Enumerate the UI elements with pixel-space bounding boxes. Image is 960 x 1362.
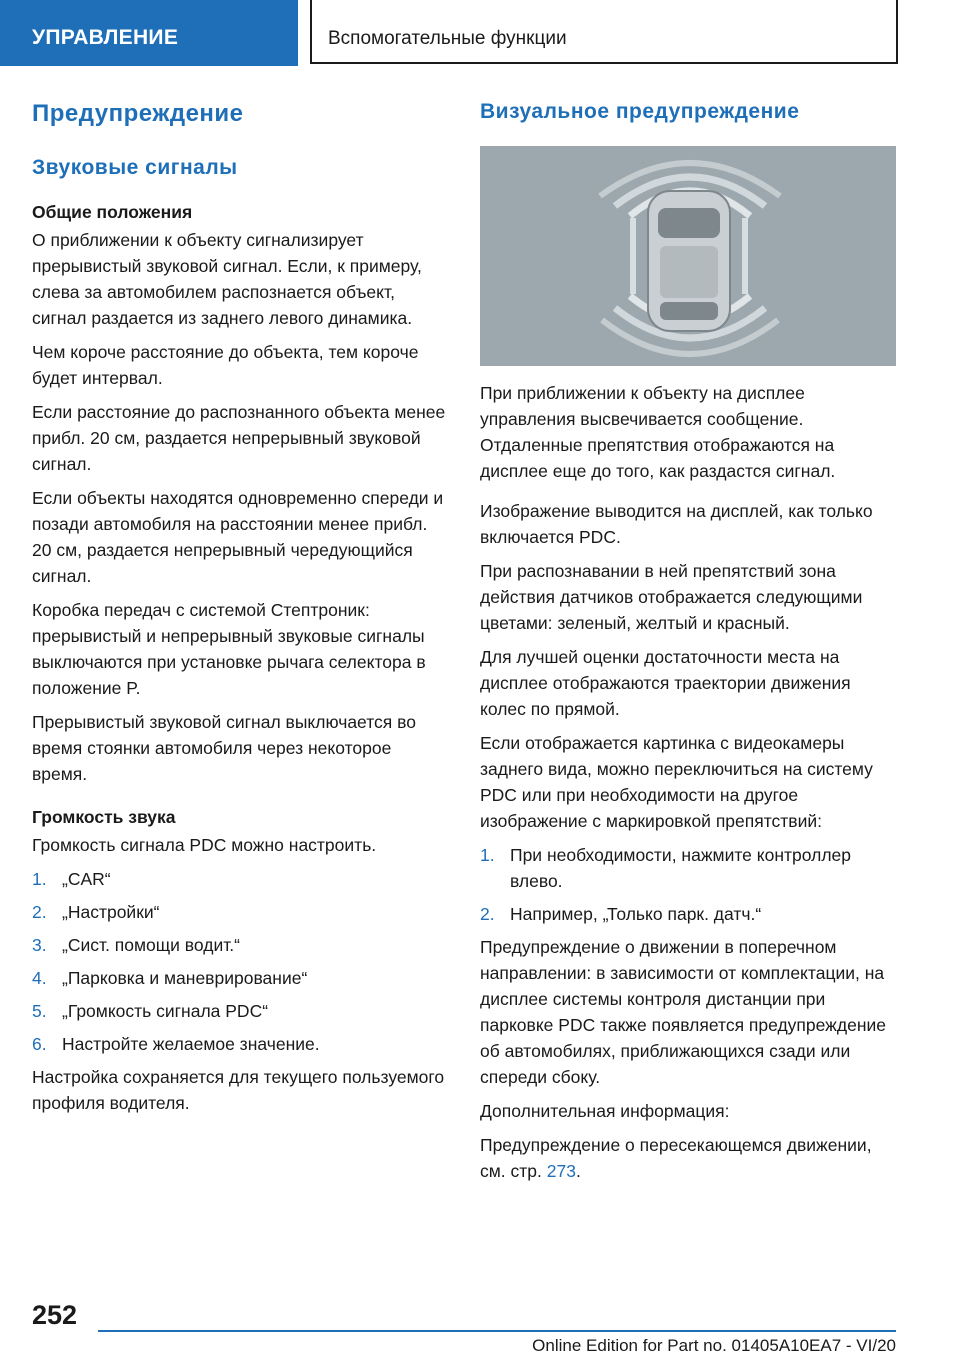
step-text: „Сист. помощи водит.“ — [62, 935, 240, 955]
step-text: Настройте желаемое значение. — [62, 1034, 320, 1054]
chapter-title: Вспомогательные функции — [328, 28, 567, 49]
page-number: 252 — [32, 1300, 78, 1330]
step-number: 1. — [480, 845, 495, 865]
paragraph: О приближении к объекту сигнализирует прерывистый звуковой сигнал. Если, к примеру, слева за автомобилем распознается объект, сигнал раздается из заднего левого динамика. — [32, 230, 422, 328]
paragraph: При распознавании в ней препятствий зона действия датчиков отображается следующими цветами: зеленый, желтый и красный. — [480, 561, 863, 633]
chapter-header — [310, 0, 898, 64]
cross-reference-text: Предупреждение о пересекающемся движении, см. стр. — [480, 1135, 872, 1181]
list-item — [32, 965, 450, 991]
paragraph — [480, 1132, 896, 1184]
step-number: 3. — [32, 935, 47, 955]
list-item — [32, 899, 450, 925]
paragraph: Чем короче расстояние до объекта, тем короче будет интервал. — [32, 342, 419, 388]
step-number: 4. — [32, 968, 47, 988]
step-text: „CAR“ — [62, 869, 111, 889]
list-item — [480, 901, 896, 927]
display-steps-list — [480, 842, 896, 927]
page-title: Предупреждение — [32, 100, 244, 127]
step-number: 6. — [32, 1034, 47, 1054]
step-text: „Громкость сигнала PDC“ — [62, 1001, 269, 1021]
list-item — [32, 998, 450, 1024]
section-title: УПРАВЛЕНИЕ — [32, 26, 179, 49]
parking-car-illustration — [480, 146, 896, 366]
paragraph: Если отображается картинка с видеокамеры заднего вида, можно переключиться на систему PDC или при необходимости на другое изображение с маркировкой препятствий: — [480, 733, 873, 831]
paragraph: Изображение выводится на дисплей, как только включается PDC. — [480, 501, 873, 547]
step-text: „Парковка и маневрирование“ — [62, 968, 308, 988]
section-heading-sound: Звуковые сигналы — [32, 156, 238, 179]
list-item — [480, 842, 896, 894]
step-number: 2. — [480, 904, 495, 924]
step-text: „Настройки“ — [62, 902, 160, 922]
paragraph: При приближении к объекту на дисплее управления высвечивается сообщение. Отдаленные препятствия отображаются на дисплее еще до того, как раздастся сигнал. — [480, 383, 836, 481]
footer-divider — [98, 1330, 896, 1332]
heading-volume: Громкость звука — [32, 807, 176, 827]
edition-footer: Online Edition for Part no. 01405A10EA7 - VI/20 — [532, 1336, 896, 1355]
step-text: Например, „Только парк. датч.“ — [510, 904, 762, 924]
right-column — [480, 100, 896, 1192]
step-number: 5. — [32, 1001, 47, 1021]
volume-steps-list — [32, 866, 450, 1057]
list-item — [32, 1031, 450, 1057]
step-number: 2. — [32, 902, 47, 922]
paragraph: Прерывистый звуковой сигнал выключается во время стоянки автомобиля через некоторое время. — [32, 712, 416, 784]
section-tab — [0, 0, 298, 66]
list-item — [32, 866, 450, 892]
pdc-display-image — [480, 146, 896, 366]
paragraph: Для лучшей оценки достаточности места на дисплее отображаются траектории движения колес по прямой. — [480, 647, 851, 719]
paragraph: Настройка сохраняется для текущего пользуемого профиля водителя. — [32, 1067, 445, 1113]
step-text: При необходимости, нажмите контроллер влево. — [510, 845, 851, 891]
left-column — [32, 100, 450, 1124]
paragraph: Коробка передач с системой Стептроник: прерывистый и непрерывный звуковые сигналы выключаются при установке рычага селектора в положение P. — [32, 600, 426, 698]
paragraph: Предупреждение о движении в поперечном направлении: в зависимости от комплектации, на дисплее системы контроля дистанции при парковке PDC также появляется предупреждение об автомобилях, приближающихся сзади или спереди сбоку. — [480, 937, 887, 1087]
period: . — [575, 1161, 581, 1181]
paragraph: Громкость сигнала PDC можно настроить. — [32, 835, 377, 855]
list-item — [32, 932, 450, 958]
page-reference-link[interactable]: 273 — [546, 1161, 576, 1181]
paragraph: Дополнительная информация: — [480, 1101, 730, 1121]
step-number: 1. — [32, 869, 47, 889]
paragraph: Если объекты находятся одновременно спереди и позади автомобиля на расстоянии менее прибл. 20 см, раздается непрерывный чередующийся сигнал. — [32, 488, 444, 586]
heading-general: Общие положения — [32, 202, 193, 222]
section-heading-visual: Визуальное предупреждение — [480, 100, 800, 123]
paragraph: Если расстояние до распознанного объекта менее прибл. 20 см, раздается непрерывный звуковой сигнал. — [32, 402, 446, 474]
